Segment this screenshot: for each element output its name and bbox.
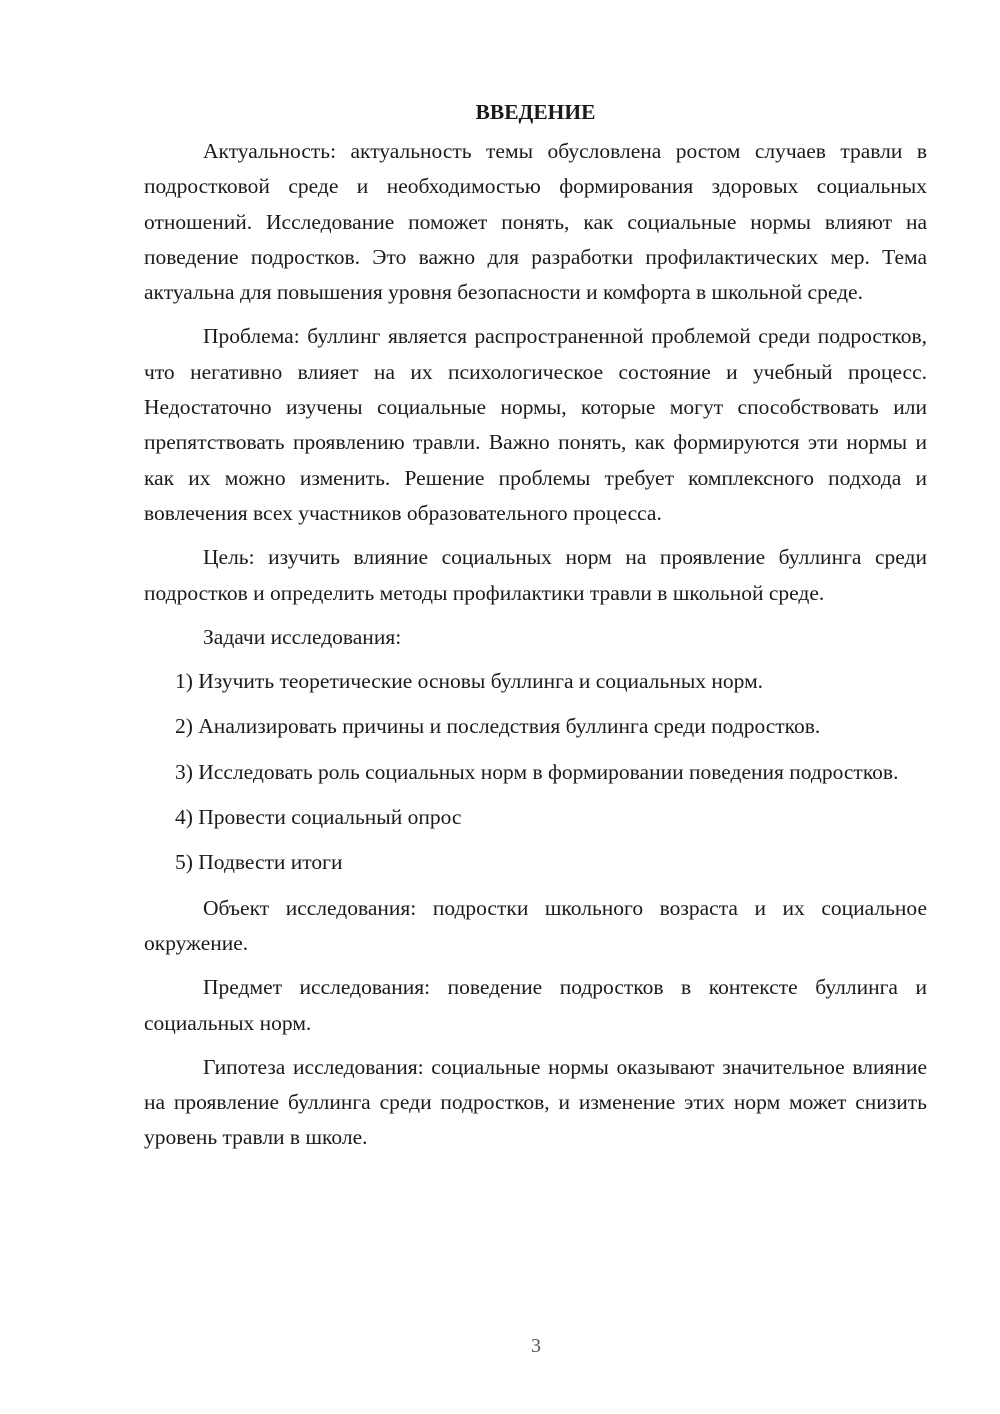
- paragraph-hypothesis: Гипотеза исследования: социальные нормы оказывают значительное влияние на проявление буллинга среди подростков, и изменение этих норм может снизить уровень травли в школе.: [144, 1054, 927, 1150]
- paragraph-goal: Цель: изучить влияние социальных норм на проявление буллинга среди подростков и определить методы профилактики травли в школьной среде.: [144, 545, 927, 605]
- paragraph-problem: Проблема: буллинг является распространенной проблемой среди подростков, что негативно влияет на их психологическое состояние и учебный процесс. Недостаточно изучены социальные нормы, которые могут способствовать или препятствовать проявлению травли. Важно понять, как формируются эти нормы и как их можно изменить. Решение проблемы требует комплексного подхода и вовлечения всех участников образовательного процесса.: [144, 324, 927, 525]
- task-item-4: 4) Провести социальный опрос: [175, 805, 462, 830]
- paragraph-relevance: Актуальность: актуальность темы обусловлена ростом случаев травли в подростковой среде и необходимостью формирования здоровых социальных отношений. Исследование поможет понять, как социальные нормы влияют на поведение подростков. Это важно для разработки профилактических мер. Тема актуальна для повышения уровня безопасности и комфорта в школьной среде.: [144, 139, 927, 305]
- task-item-1: 1) Изучить теоретические основы буллинга и социальных норм.: [175, 669, 764, 694]
- task-item-5: 5) Подвести итоги: [175, 850, 343, 875]
- task-item-2: 2) Анализировать причины и последствия буллинга среди подростков.: [175, 714, 821, 739]
- paragraph-object: Объект исследования: подростки школьного возраста и их социальное окружение.: [144, 895, 927, 955]
- page-title: ВВЕДЕНИЕ: [475, 100, 596, 124]
- page-number: 3: [531, 1335, 541, 1357]
- paragraph-tasks-heading: Задачи исследования:: [203, 624, 402, 649]
- page-content: [144, 96, 927, 1165]
- task-item-3: 3) Исследовать роль социальных норм в формировании поведения подростков.: [175, 759, 899, 784]
- paragraph-subject: Предмет исследования: поведение подростков в контексте буллинга и социальных норм.: [144, 975, 927, 1035]
